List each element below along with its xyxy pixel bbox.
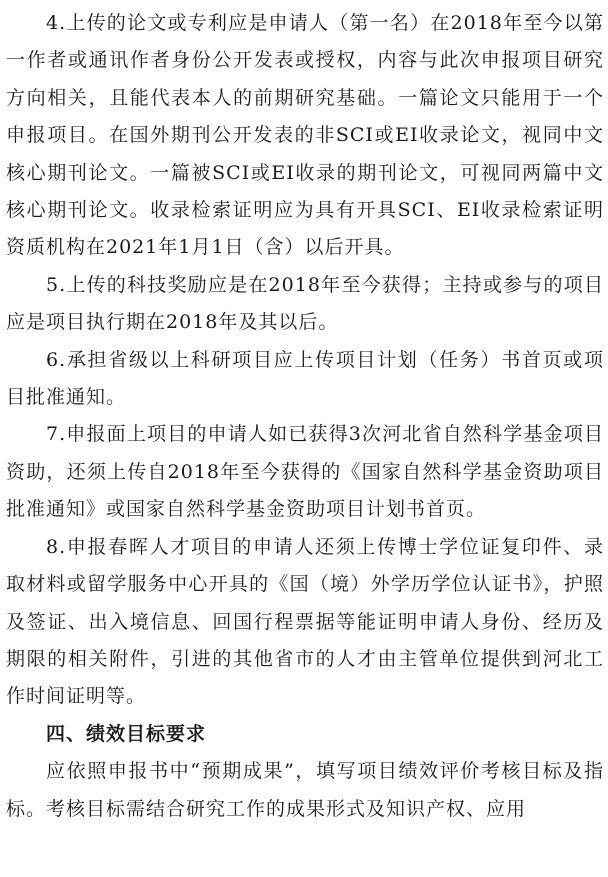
paragraph-item-5: 5.上传的科技奖励应是在2018年至今获得；主持或参与的项目应是项目执行期在2018年及其以后。 — [6, 273, 604, 334]
paragraph-item-4: 4.上传的论文或专利应是申请人（第一名）在2018年至今以第一作者或通讯作者身份公开发表或授权，内容与此次申报项目研究方向相关，且能代表本人的前期研究基础。一篇论文只能用于一个申报项目。在国外期刊公开发表的非SCI或EI收录论文，视同中文核心期刊论文。一篇被SCI或EI收录的期刊论文，可视同两篇中文核心期刊论文。收录检索证明应为具有开具SCI、EI收录检索证明资质机构在2021年1月1日（含）以后开具。 — [6, 12, 604, 259]
section-heading: 四、绩效目标要求 — [46, 722, 207, 745]
paragraph-item-7: 7.申报面上项目的申请人如已获得3次河北省自然科学基金项目资助，还须上传自2018年至今获得的《国家自然科学基金资助项目批准通知》或国家自然科学基金资助项目计划书首页。 — [6, 423, 604, 521]
final-paragraph: 应依照申报书中“预期成果”，填写项目绩效评价考核目标及指标。考核目标需结合研究工作的成果形式及知识产权、应用 — [6, 760, 604, 820]
paragraph-item-6: 6.承担省级以上科研项目应上传项目计划（任务）书首页或项目批准通知。 — [6, 348, 604, 409]
paragraph-item-8: 8.申报春晖人才项目的申请人还须上传博士学位证复印件、录取材料或留学服务中心开具的《国（境）外学历学位认证书》，护照及签证、出入境信息、回国行程票据等能证明申请人身份、经历及期限的相关附件，引进的其他省市的人才由主管单位提供到河北工作时间证明等。 — [6, 535, 604, 708]
